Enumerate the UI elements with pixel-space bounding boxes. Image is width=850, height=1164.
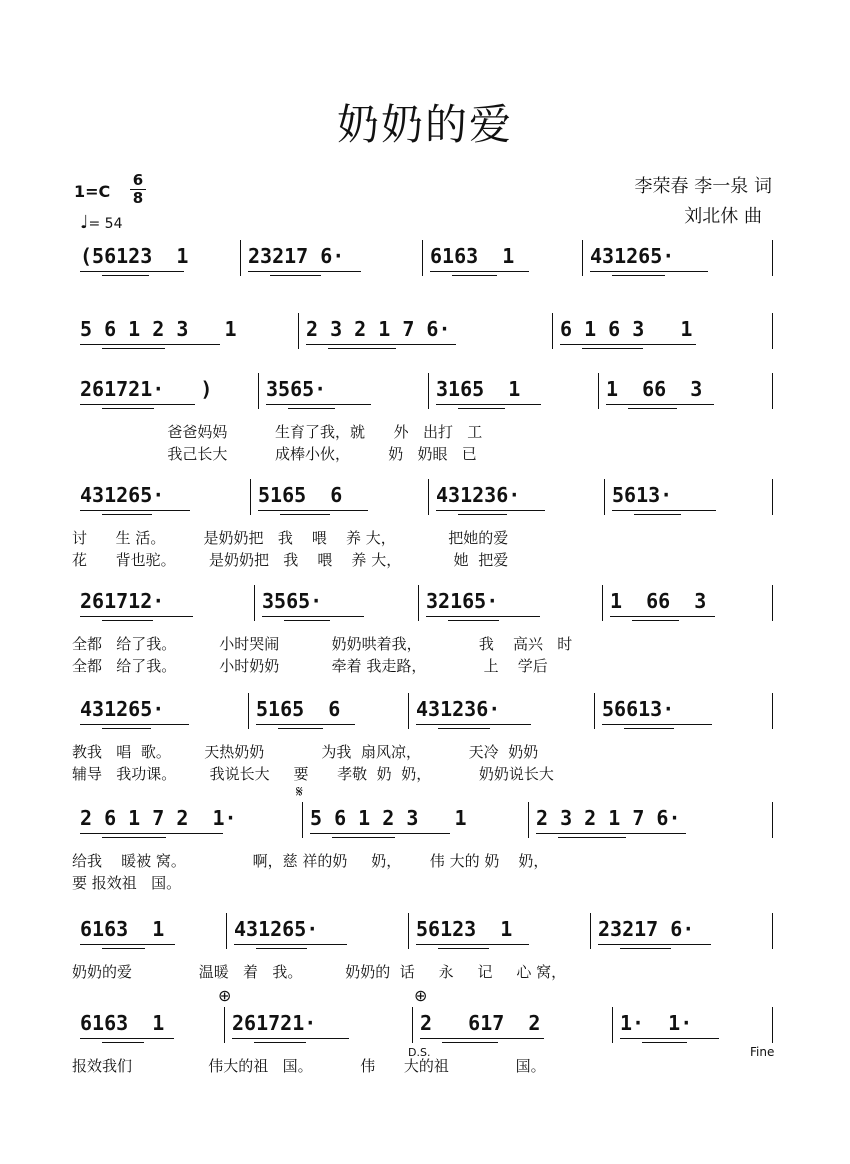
time-signature-bottom: 8 [132, 189, 144, 207]
barline [418, 585, 419, 621]
measure: 3565· [262, 589, 323, 613]
barline [258, 373, 259, 409]
music-line [72, 317, 776, 351]
beam-line [416, 944, 529, 945]
beam-line [80, 724, 189, 725]
measure: 1 66 3 [610, 589, 707, 613]
barline [612, 1007, 613, 1043]
lyric-line: 报效我们 伟大的祖 国。 伟 大的祖 国。 [72, 1057, 546, 1075]
beam-line-double [558, 837, 626, 838]
beam-line [232, 1038, 349, 1039]
fine-marking: Fine [750, 1045, 775, 1059]
barline [250, 479, 251, 515]
barline [408, 913, 409, 949]
beam-line-double [634, 514, 681, 515]
lyric-line: 要 报效祖 国。 [72, 874, 182, 892]
music-line [72, 377, 776, 411]
measure: 5165 6 [256, 697, 341, 721]
measure: 56123 1 [416, 917, 513, 941]
beam-line [602, 724, 712, 725]
measure: 2 6 1 7 2 1· [80, 806, 237, 830]
beam-line-double [442, 1042, 498, 1043]
beam-line-double [102, 275, 149, 276]
barline [428, 479, 429, 515]
beam-line [606, 404, 714, 405]
beam-line [80, 616, 193, 617]
beam-line [266, 404, 371, 405]
beam-line-double [628, 408, 677, 409]
beam-line-double [278, 728, 323, 729]
barline [598, 373, 599, 409]
beam-line [620, 1038, 719, 1039]
barline [772, 240, 773, 276]
barline [254, 585, 255, 621]
beam-line-double [458, 514, 507, 515]
beam-line [610, 616, 715, 617]
beam-line [80, 404, 195, 405]
barline [772, 913, 773, 949]
measure: 261721· ) [80, 377, 213, 401]
beam-line [256, 724, 355, 725]
measure: 431265· [234, 917, 319, 941]
beam-line-double [102, 1042, 144, 1043]
measure: 1 66 3 [606, 377, 703, 401]
beam-line-double [102, 514, 152, 515]
beam-line-double [452, 275, 497, 276]
barline [772, 1007, 773, 1043]
barline [582, 240, 583, 276]
tempo-value: = 54 [88, 216, 123, 232]
measure: 2 617 2 [420, 1011, 541, 1035]
beam-line-double [438, 948, 489, 949]
measure: 431265· [80, 697, 165, 721]
measure: 431265· [590, 244, 675, 268]
measure: 431265· [80, 483, 165, 507]
beam-line-double [328, 348, 396, 349]
music-line [72, 1011, 776, 1045]
beam-line [420, 1038, 544, 1039]
beam-line-double [642, 1042, 687, 1043]
barline [248, 693, 249, 729]
measure: 6163 1 [430, 244, 515, 268]
barline [772, 479, 773, 515]
barline [772, 313, 773, 349]
music-line [72, 483, 776, 517]
composer-credit: 刘北休 曲 [684, 206, 762, 227]
beam-line [598, 944, 711, 945]
measure: 6 1 6 3 1 [560, 317, 693, 341]
lyric-line: 给我 暖被 窝。 啊，慈 祥的奶 奶， 伟 大的 奶 奶， [72, 852, 549, 870]
beam-line [306, 344, 456, 345]
barline [408, 693, 409, 729]
lyric-line: 全都 给了我。 小时哭闹 奶奶哄着我， 我 高兴 时 [72, 635, 573, 653]
barline [590, 913, 591, 949]
segno-icon: 𝄋 [296, 782, 303, 801]
music-line [72, 244, 776, 278]
measure: 2 3 2 1 7 6· [306, 317, 451, 341]
beam-line [80, 344, 220, 345]
dal-segno-marking: D.S. [408, 1046, 431, 1059]
lyric-line: 教我 唱 歌。 天热奶奶 为我 扇风凉， 天冷 奶奶 [72, 743, 539, 761]
barline [604, 479, 605, 515]
coda-icon: ⊕ [218, 986, 232, 1005]
beam-line-double [254, 1042, 306, 1043]
beam-line-double [438, 728, 490, 729]
time-signature-top: 6 [132, 171, 144, 189]
beam-line [234, 944, 347, 945]
beam-line-double [332, 837, 395, 838]
lyric-line: 辅导 我功课。 我说长大 要 孝敬 奶 奶， 奶奶说长大 [72, 765, 554, 783]
music-line [72, 589, 776, 623]
lyric-line: 我己长大 成棒小伙， 奶 奶眼 已 [72, 445, 477, 463]
beam-line-double [448, 620, 499, 621]
measure: 5613· [612, 483, 673, 507]
beam-line-double [256, 948, 307, 949]
beam-line [80, 510, 190, 511]
beam-line [258, 510, 368, 511]
beam-line [80, 1038, 174, 1039]
lyricists-credit: 李荣春 李一泉 词 [634, 176, 772, 197]
measure: 3165 1 [436, 377, 521, 401]
beam-line-double [102, 408, 154, 409]
beam-line-double [102, 620, 153, 621]
measure: 5165 6 [258, 483, 343, 507]
lyric-line: 讨 生 活。 是奶奶把 我 喂 养 大， 把她的爱 [72, 529, 509, 547]
beam-line-double [288, 408, 335, 409]
beam-line-double [102, 348, 165, 349]
beam-line [560, 344, 696, 345]
beam-line-double [284, 620, 330, 621]
beam-line-double [102, 948, 145, 949]
measure: 431236· [436, 483, 521, 507]
barline [772, 373, 773, 409]
lyric-line: 花 背也驼。 是奶奶把 我 喂 养 大， 她 把爱 [72, 551, 509, 569]
beam-line-double [624, 728, 674, 729]
barline [772, 693, 773, 729]
barline [302, 802, 303, 838]
lyric-line: 全都 给了我。 小时奶奶 牵着 我走路， 上 学后 [72, 657, 548, 675]
beam-line-double [102, 728, 151, 729]
measure: 1· 1· [620, 1011, 693, 1035]
beam-line [80, 944, 175, 945]
barline [226, 913, 227, 949]
measure: 32165· [426, 589, 499, 613]
measure: 431236· [416, 697, 501, 721]
barline [422, 240, 423, 276]
beam-line [310, 833, 450, 834]
music-line [72, 697, 776, 731]
beam-line [436, 510, 545, 511]
measure: 261712· [80, 589, 165, 613]
barline [594, 693, 595, 729]
measure: 2 3 2 1 7 6· [536, 806, 681, 830]
barline [224, 1007, 225, 1043]
music-line [72, 806, 776, 840]
measure: 23217 6· [598, 917, 695, 941]
beam-line [612, 510, 716, 511]
beam-line [80, 271, 184, 272]
measure: 6163 1 [80, 917, 165, 941]
beam-line-double [270, 275, 321, 276]
measure: 3565· [266, 377, 327, 401]
barline [602, 585, 603, 621]
barline [412, 1007, 413, 1043]
measure: 23217 6· [248, 244, 345, 268]
barline [240, 240, 241, 276]
quarter-note-icon: ♩ [80, 212, 89, 233]
beam-line [416, 724, 531, 725]
beam-line [248, 271, 361, 272]
beam-line [436, 404, 541, 405]
key-signature: 1=C [74, 182, 111, 201]
beam-line [262, 616, 364, 617]
measure: 5 6 1 2 3 1 [310, 806, 467, 830]
measure: 5 6 1 2 3 1 [80, 317, 237, 341]
beam-line-double [458, 408, 505, 409]
beam-line-double [612, 275, 665, 276]
measure: 261721· [232, 1011, 317, 1035]
beam-line-double [102, 837, 166, 838]
beam-line-double [280, 514, 330, 515]
barline [428, 373, 429, 409]
barline [298, 313, 299, 349]
measure: (56123 1 [80, 244, 189, 268]
music-line [72, 917, 776, 951]
beam-line-double [582, 348, 643, 349]
barline [772, 802, 773, 838]
beam-line [536, 833, 686, 834]
barline [772, 585, 773, 621]
measure: 6163 1 [80, 1011, 165, 1035]
beam-line [590, 271, 708, 272]
coda-icon-2: ⊕ [414, 986, 428, 1005]
beam-line [426, 616, 540, 617]
lyric-line: 奶奶的爱 温暖 着 我。 奶奶的 话 永 记 心 窝， [72, 963, 567, 981]
beam-line-double [632, 620, 679, 621]
barline [552, 313, 553, 349]
barline [528, 802, 529, 838]
beam-line [80, 833, 223, 834]
lyric-line: 爸爸妈妈 生育了我，就 外 出打 工 [72, 423, 483, 441]
song-title: 奶奶的爱 [336, 100, 513, 149]
measure: 56613· [602, 697, 675, 721]
beam-line-double [620, 948, 671, 949]
beam-line [430, 271, 529, 272]
